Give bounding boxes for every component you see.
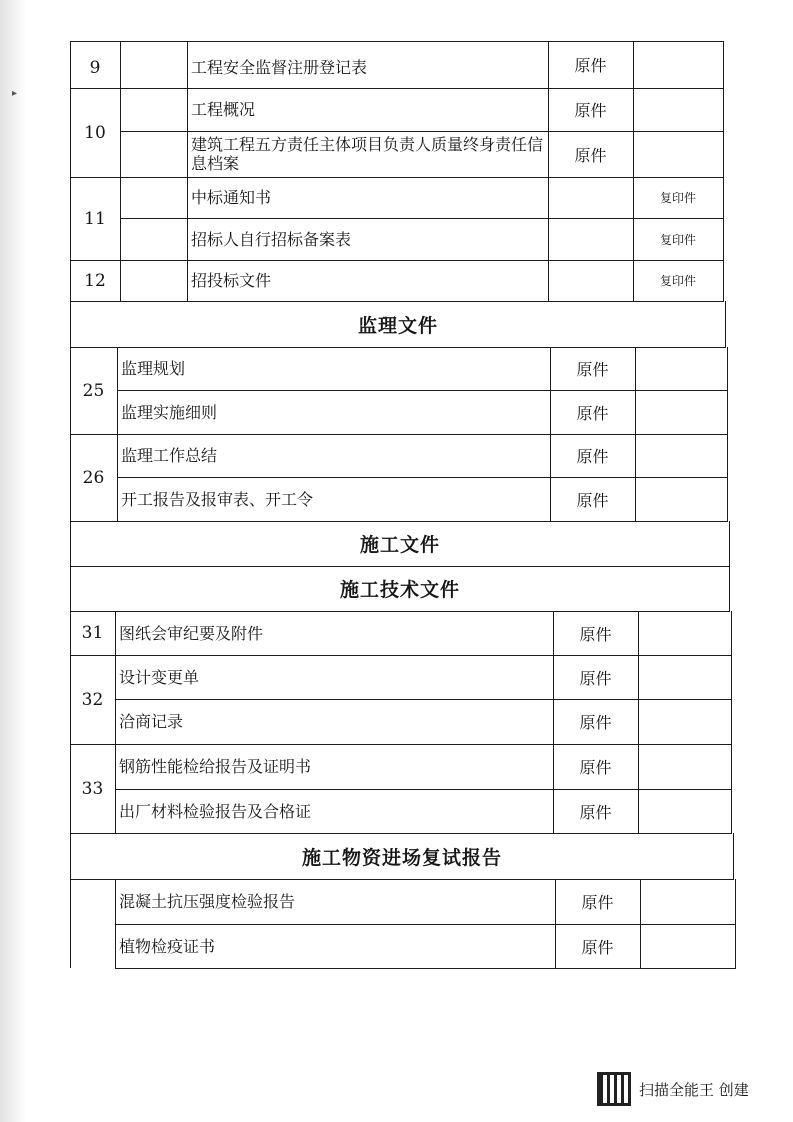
section-header-construction: 施工文件 — [359, 534, 440, 556]
row-number: 33 — [81, 778, 104, 799]
item-name: 建筑工程五方责任主体项目负责人质量终身责任信息档案 — [191, 135, 544, 173]
item-name: 监理工作总结 — [121, 446, 218, 465]
rule — [70, 879, 71, 968]
item-copy: 复印件 — [659, 232, 696, 247]
item-name: 设计变更单 — [119, 667, 200, 687]
item-name: 招标人自行招标备案表 — [191, 229, 352, 249]
item-form: 原件 — [581, 893, 614, 912]
item-form: 原件 — [576, 360, 609, 379]
item-name: 植物检疫证书 — [119, 936, 216, 956]
rule — [638, 611, 639, 833]
item-form: 原件 — [574, 101, 607, 120]
row-number: 12 — [84, 270, 106, 291]
row-number: 9 — [89, 57, 101, 78]
item-name: 中标通知书 — [191, 188, 272, 207]
rule — [640, 879, 641, 968]
item-name: 监理实施细则 — [121, 402, 218, 422]
item-form: 原件 — [579, 802, 612, 822]
item-name: 出厂材料检验报告及合格证 — [119, 801, 312, 821]
scanner-label: 扫描全能王 创建 — [639, 1080, 749, 1099]
item-name: 监理规划 — [121, 359, 186, 378]
rule — [735, 879, 736, 968]
scan-mark: ▸ — [12, 88, 18, 99]
section-header-supervision: 监理文件 — [357, 314, 438, 337]
item-form: 原件 — [576, 490, 609, 510]
item-name: 开工报告及报审表、开工令 — [121, 489, 314, 509]
item-form: 原件 — [579, 668, 612, 688]
item-form: 原件 — [579, 758, 612, 777]
scanner-watermark — [597, 1072, 749, 1106]
item-name: 混凝土抗压强度检验报告 — [119, 892, 296, 911]
item-form: 原件 — [579, 624, 612, 644]
item-form: 原件 — [576, 403, 609, 423]
item-form: 原件 — [576, 447, 609, 466]
rule — [635, 347, 636, 521]
item-form: 原件 — [581, 937, 614, 957]
row-number: 11 — [84, 208, 106, 229]
item-form: 原件 — [579, 713, 612, 732]
item-name: 洽商记录 — [119, 712, 184, 731]
item-name: 工程概况 — [191, 100, 256, 119]
section-header-construction-tech: 施工技术文件 — [339, 579, 460, 601]
item-name: 钢筋性能检给报告及证明书 — [119, 757, 312, 776]
row-number: 10 — [84, 122, 106, 143]
row-number: 32 — [81, 689, 104, 710]
rule — [723, 41, 724, 301]
rule — [120, 41, 121, 301]
rule — [115, 968, 736, 969]
item-copy: 复印件 — [659, 191, 696, 205]
rule — [731, 611, 732, 833]
rule — [727, 347, 728, 521]
item-name: 图纸会审纪要及附件 — [119, 623, 264, 643]
item-name: 工程安全监督注册登记表 — [191, 58, 368, 77]
item-form: 原件 — [574, 56, 607, 75]
qr-code-icon — [597, 1072, 631, 1106]
section-header-material-retest: 施工物资进场复试报告 — [301, 846, 502, 869]
scan-page-edge — [0, 0, 26, 1122]
row-number: 26 — [82, 467, 105, 488]
item-copy: 复印件 — [659, 274, 696, 288]
row-number: 25 — [82, 380, 105, 401]
item-name: 招投标文件 — [191, 271, 272, 290]
row-number: 31 — [81, 623, 104, 643]
item-form: 原件 — [574, 145, 607, 165]
